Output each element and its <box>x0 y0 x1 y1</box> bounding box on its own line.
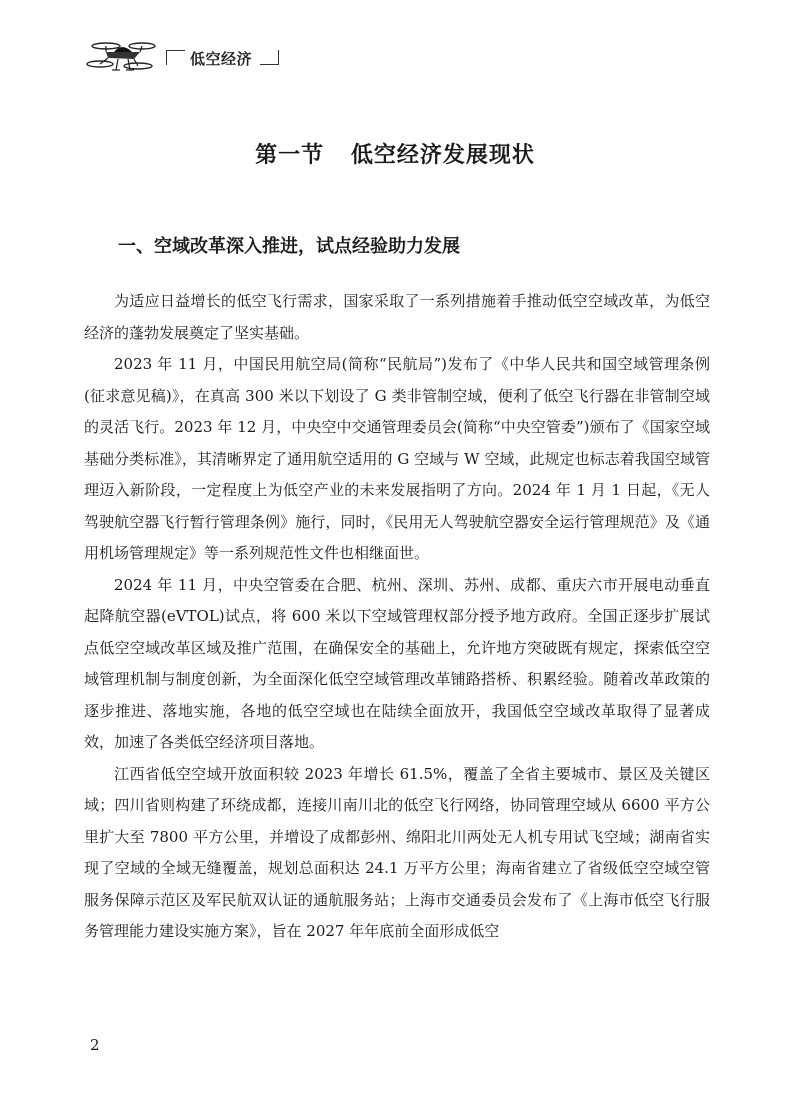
running-title: 低空经济 <box>190 50 253 68</box>
drone-icon <box>84 36 160 76</box>
paragraph: 2024 年 11 月，中央空管委在合肥、杭州、深圳、苏州、成都、重庆六市开展电动垂直起降航空器(eVTOL)试点，将 600 米以下空域管理权部分授予地方政府。全国正逐步扩展试点低空空域改革区域及推广范围，在确保安全的基础上，允许地方突破既有规定，探索低空空域管理机制与制度创新，为全面深化低空空域管理改革铺路搭桥、积累经验。随着改革政策的逐步推进、落地实施，各地的低空空域也在陆续全面放开，我国低空空域改革取得了显著成效，加速了各类低空经济项目落地。 <box>84 575 710 751</box>
page-number: 2 <box>90 1036 100 1054</box>
paragraph: 江西省低空空域开放面积较 2023 年增长 61.5%，覆盖了全省主要城市、景区及关键区域；四川省则构建了环绕成都，连接川南川北的低空飞行网络，协同管理空域从 6600 平方公里扩大至 7800 平方公里，并增设了成都彭州、绵阳北川两处无人机专用试飞空域；湖南省实现了空域的全域无缝覆盖，规划总面积达 24.1 万平方公里；海南省建立了省级低空空域空管服务保障示范区及军民航双认证的通航服务站；上海市交通委员会发布了《上海市低空飞行服务管理能力建设实施方案》，旨在 2027 年年底前全面形成低空 <box>84 764 710 940</box>
header-bracket-right <box>260 50 279 65</box>
running-header <box>84 36 284 76</box>
body-text <box>84 286 710 948</box>
header-bracket-left <box>166 50 185 65</box>
subsection-title: 一、空域改革深入推进，试点经验助力发展 <box>118 236 460 257</box>
paragraph: 2023 年 11 月，中国民用航空局(简称“民航局”)发布了《中华人民共和国空域管理条例(征求意见稿)》，在真高 300 米以下划设了 G 类非管制空域，便利了低空飞行器在非管制空域的灵活飞行。2023 年 12 月，中央空中交通管理委员会(简称“中央空管委”)颁布了《国家空域基础分类标准》，其清晰界定了通用航空适用的 G 空域与 W 空域，此规定也标志着我国空域管理迈入新阶段，一定程度上为低空产业的未来发展指明了方向。2024 年 1 月 1 日起，《无人驾驶航空器飞行暂行管理条例》施行，同时，《民用无人驾驶航空器安全运行管理规范》及《通用机场管理规定》等一系列规范性文件也相继面世。 <box>84 355 710 562</box>
paragraph: 为适应日益增长的低空飞行需求，国家采取了一系列措施着手推动低空空域改革，为低空经济的蓬勃发展奠定了坚实基础。 <box>84 292 710 342</box>
section-title: 第一节 低空经济发展现状 <box>255 143 535 168</box>
